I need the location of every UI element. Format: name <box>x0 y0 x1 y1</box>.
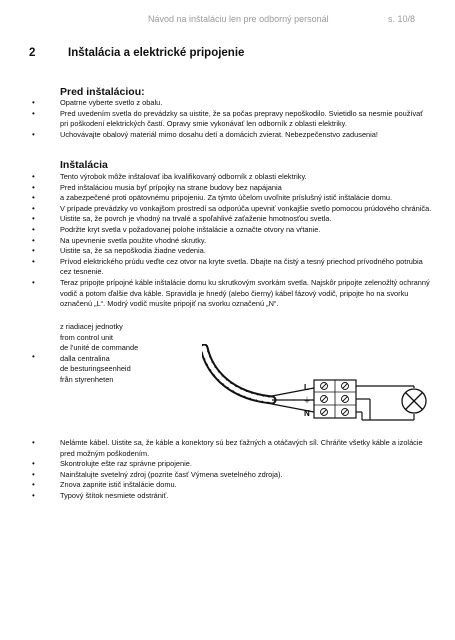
diagram-labels <box>60 322 138 386</box>
list-item: • Skontrolujte ešte raz správne pripojenie. <box>32 459 432 470</box>
header-title: Návod na inštaláciu len pre odborný personál <box>148 14 329 24</box>
diagram-label: dalla centralina <box>60 353 110 363</box>
lamp-icon <box>402 389 426 413</box>
list-item: • Tento výrobok môže inštalovať iba kvalifikovaný odborník z oblasti elektriky. <box>32 172 432 183</box>
before-install-list <box>32 98 432 140</box>
bullet: • <box>32 352 35 361</box>
list-item: • Nainštalujte svetelný zdroj (pozrite časť Výmena svetelného zdroja). <box>32 470 432 481</box>
list-item: • Podržte kryt svetla v požadovanej polohe inštalácie a označte otvory na vŕtanie. <box>32 225 432 236</box>
diagram-label: de besturingseenheid <box>60 364 131 374</box>
page-number: s. 10/8 <box>388 14 416 24</box>
after-install-list <box>32 438 432 502</box>
list-item: • Prívod elektrického prúdu veďte cez otvor na kryte svetla. Dbajte na čistý a tesný priechod prívodného potrubia cez tesnenie. <box>32 257 432 278</box>
diagram-label: from control unit <box>60 332 113 342</box>
earth-icon: ⏚ <box>303 396 311 405</box>
section-title: Inštalácia a elektrické pripojenie <box>68 47 245 59</box>
install-list <box>32 172 432 310</box>
diagram-label: från styrenheten <box>60 374 114 384</box>
list-item: • Typový štítok nesmiete odstrániť. <box>32 491 432 502</box>
diagram-label: z riadiacej jednotky <box>60 322 123 331</box>
list-item: • Na upevnenie svetla použite vhodné skrutky. <box>32 236 432 247</box>
list-item: • Pred inštaláciou musia byť prípojky na strane budovy bez napájania <box>32 183 432 194</box>
list-item: • Pred uvedením svetla do prevádzky sa uistite, že sa počas prepravy nepoškodilo. Svietidlo sa nesmie používať pri poškodení elektrických častí. Opravy smie vykonávať len odborník z oblasti elektriky. <box>32 109 432 130</box>
list-item: • Uistite sa, že sa nepoškodia žiadne vedenia. <box>32 246 432 257</box>
list-item: • Uistite sa, že povrch je vhodný na trvalé a spoľahlivé zaťaženie hmotnosťou svetla. <box>32 214 432 225</box>
list-item: • Opatrne vyberte svetlo z obalu. <box>32 98 432 109</box>
wiring-diagram <box>202 344 432 422</box>
section-heading <box>29 47 244 59</box>
before-install-heading: Pred inštaláciou: <box>60 86 145 98</box>
list-item: • Nelámte kábel. Uistite sa, že káble a konektory sú bez ťažných a otáčavých síl. Chráňte všetky káble a izolácie pred možným poškodením. <box>32 438 432 459</box>
terminal-label-l: L <box>304 383 309 392</box>
list-item: • Znova zapnite istič inštalácie domu. <box>32 480 432 491</box>
wiring-diagram-block <box>32 322 432 422</box>
list-item: • Teraz pripojte prípojné káble inštalácie domu ku skrutkovým svorkám svetla. Najskôr pripojte zelenožltý ochranný vodič a potom ďalšie dva káble. Spravidla je hnedý (alebo čierny) kábel fázový vodič, pripojte ho na svorku označenú „L“. Modrý vodič musíte pripojiť na svorku označenú „N“. <box>32 278 432 310</box>
install-heading: Inštalácia <box>60 159 108 171</box>
list-item: • V prípade prevádzky vo vonkajšom prostredí sa odporúča upevniť vonkajšie svetlo pomocou prúdového chrániča. <box>32 204 432 215</box>
list-item: • a zabezpečené proti opätovnému pripojeniu. Za týmto účelom uvoľnite príslušný istič inštalácie domu. <box>32 193 432 204</box>
list-item: • Uchovávajte obalový materiál mimo dosahu detí a domácich zvierat. Nebezpečenstvo zadusenia! <box>32 130 432 141</box>
terminal-label-n: N <box>304 409 310 418</box>
section-number: 2 <box>29 47 36 59</box>
diagram-label: de l'unité de commande <box>60 343 139 353</box>
